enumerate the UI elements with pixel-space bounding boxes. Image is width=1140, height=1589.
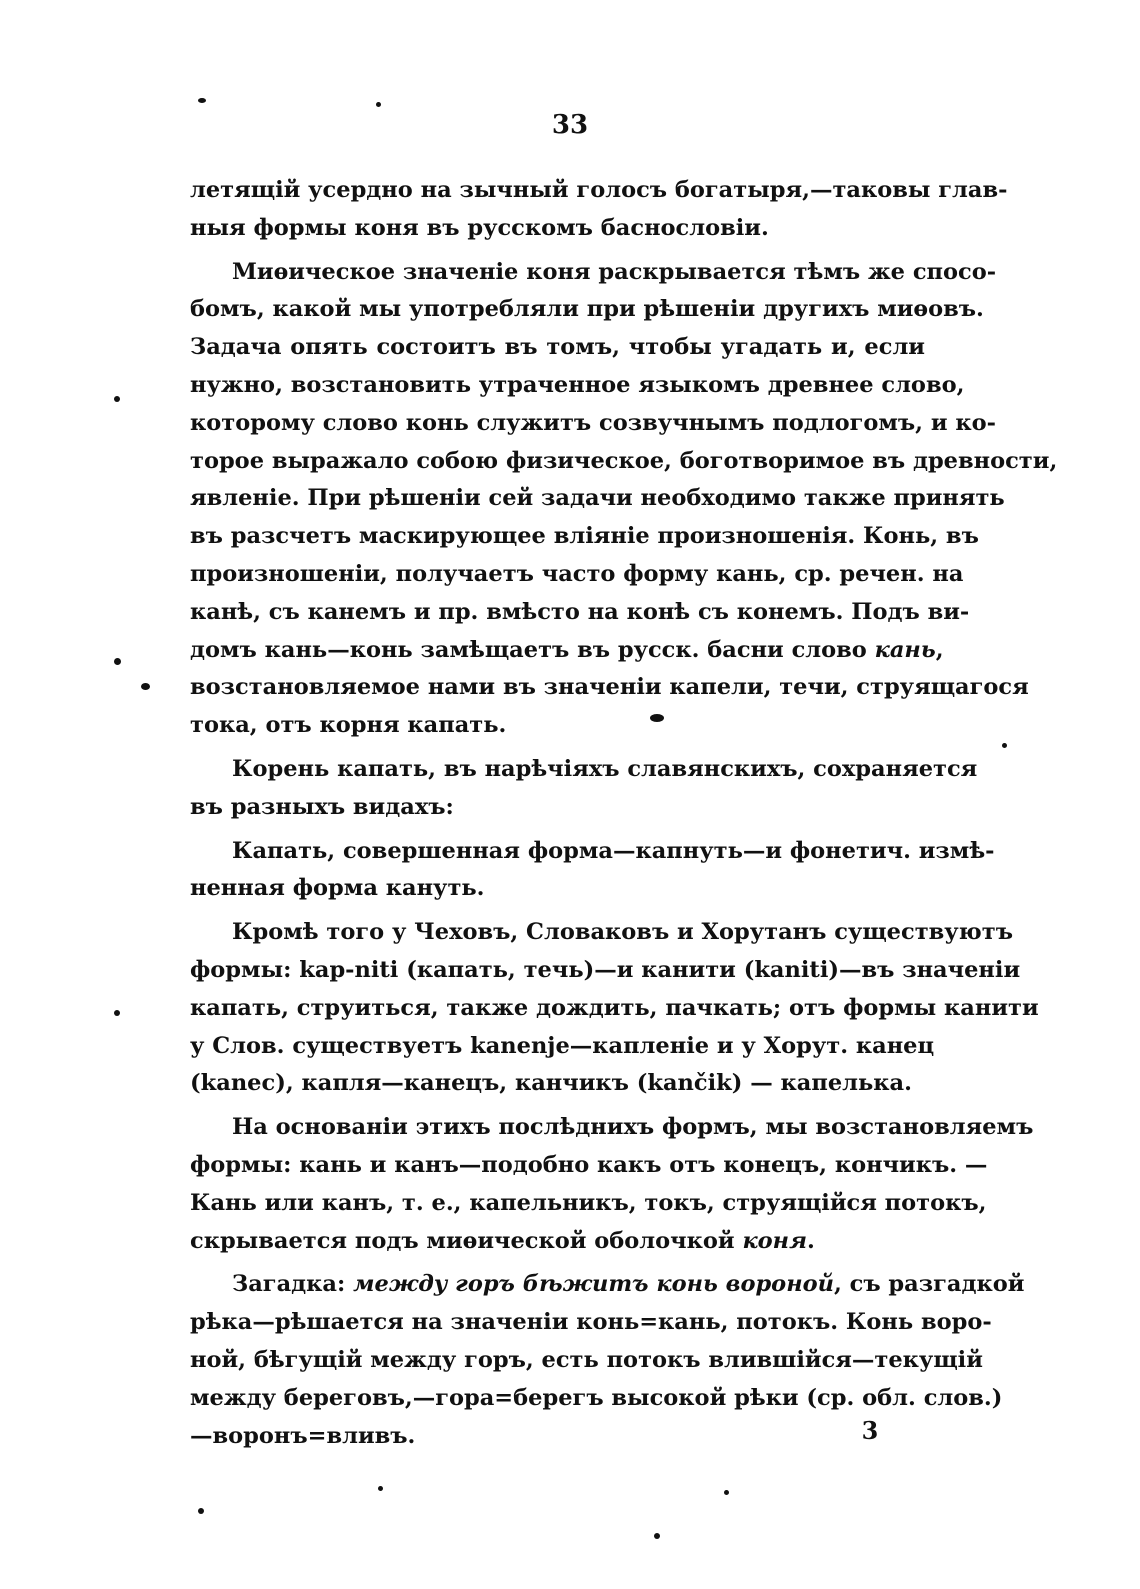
text-line: формы: кань и канъ—подобно какъ отъ конецъ, кончикъ. — bbox=[190, 1151, 988, 1178]
text-line: канѣ, съ канемъ и пр. вмѣсто на конѣ съ конемъ. Подъ ви- bbox=[190, 598, 970, 625]
text-line: На основаніи этихъ послѣднихъ формъ, мы возстановляемъ bbox=[232, 1114, 1034, 1141]
text-line: у Слов. существуетъ kanenje—капленіе и у Хорут. канец bbox=[190, 1032, 935, 1059]
text-line: въ разсчетъ маскирующее вліяніе произношенія. Конь, въ bbox=[190, 523, 979, 550]
text-line: ненная форма кануть. bbox=[190, 875, 485, 902]
text-line: капать, струиться, также дождить, пачкать; отъ формы канити bbox=[190, 994, 1039, 1021]
scan-speck bbox=[724, 1490, 729, 1495]
scan-speck bbox=[376, 102, 381, 107]
text-line: Капать, совершенная форма—капнуть—и фонетич. измѣ- bbox=[232, 837, 995, 864]
text-line: въ разныхъ видахъ: bbox=[190, 793, 454, 820]
scan-speck bbox=[1002, 743, 1007, 748]
text-line: Кромѣ того у Чеховъ, Словаковъ и Хорутанъ существуютъ bbox=[232, 919, 1013, 946]
text-line: Задача опять состоитъ въ томъ, чтобы угадать и, если bbox=[190, 334, 925, 361]
text-line: которому слово конь служитъ созвучнымъ подлогомъ, и ко- bbox=[190, 409, 996, 436]
text-line: Кань или канъ, т. е., капельникъ, токъ, струящійся потокъ, bbox=[190, 1189, 987, 1216]
text-line: бомъ, какой мы употребляли при рѣшеніи другихъ миѳовъ. bbox=[190, 296, 984, 323]
scan-speck bbox=[141, 683, 150, 690]
text-line: Загадка: между горъ бѣжитъ конь вороной, съ разгадкой bbox=[232, 1271, 1025, 1298]
text-line: между береговъ,—гора=берегъ высокой рѣки (ср. обл. слов.) bbox=[190, 1384, 1003, 1411]
page-number: 33 bbox=[551, 110, 589, 140]
scan-speck bbox=[650, 714, 664, 722]
text-line: скрывается подъ миѳической оболочкой коня. bbox=[190, 1227, 815, 1254]
text-line: (kanec), капля—канецъ, канчикъ (kančik) — капелька. bbox=[190, 1070, 912, 1097]
text-line: тока, отъ корня капать. bbox=[190, 712, 507, 739]
text-line: произношеніи, получаетъ часто форму кань, ср. речен. на bbox=[190, 560, 964, 587]
text-line: возстановляемое нами въ значеніи капели, течи, струящагося bbox=[190, 674, 1029, 701]
scan-speck bbox=[654, 1533, 660, 1539]
text-line: летящій усердно на зычный голосъ богатыря,—таковы глав- bbox=[190, 177, 1008, 203]
scan-speck bbox=[198, 98, 206, 103]
text-line: нужно, возстановить утраченное языкомъ древнее слово, bbox=[190, 371, 965, 398]
text-line: формы: kap-niti (капать, течь)—и канити (kaniti)—въ значеніи bbox=[190, 956, 1021, 983]
text-line: ной, бѣгущій между горъ, есть потокъ влившійся—текущій bbox=[190, 1346, 983, 1373]
signature-mark: 3 bbox=[861, 1416, 879, 1445]
scan-speck bbox=[114, 396, 120, 402]
scan-speck bbox=[114, 658, 121, 665]
text-line: торое выражало собою физическое, боготворимое въ древности, bbox=[190, 447, 1058, 474]
text-line: Корень капать, въ нарѣчіяхъ славянскихъ, сохраняется bbox=[232, 755, 978, 782]
text-line: домъ кань—конь замѣщаетъ въ русск. басни слово кань, bbox=[190, 636, 944, 663]
scan-speck bbox=[378, 1486, 383, 1491]
scan-speck bbox=[198, 1508, 204, 1514]
text-line: явленіе. При рѣшеніи сей задачи необходимо также принять bbox=[190, 485, 1005, 512]
text-line: —воронъ=вливъ. bbox=[190, 1422, 416, 1449]
text-line: Миѳическое значеніе коня раскрывается тѣмъ же спосо- bbox=[232, 258, 997, 285]
text-line: ныя формы коня въ русскомъ баснословіи. bbox=[190, 214, 769, 241]
scan-speck bbox=[114, 1010, 120, 1016]
body-text bbox=[190, 172, 1058, 1455]
text-line: рѣка—рѣшается на значеніи конь=кань, потокъ. Конь воро- bbox=[190, 1309, 992, 1336]
